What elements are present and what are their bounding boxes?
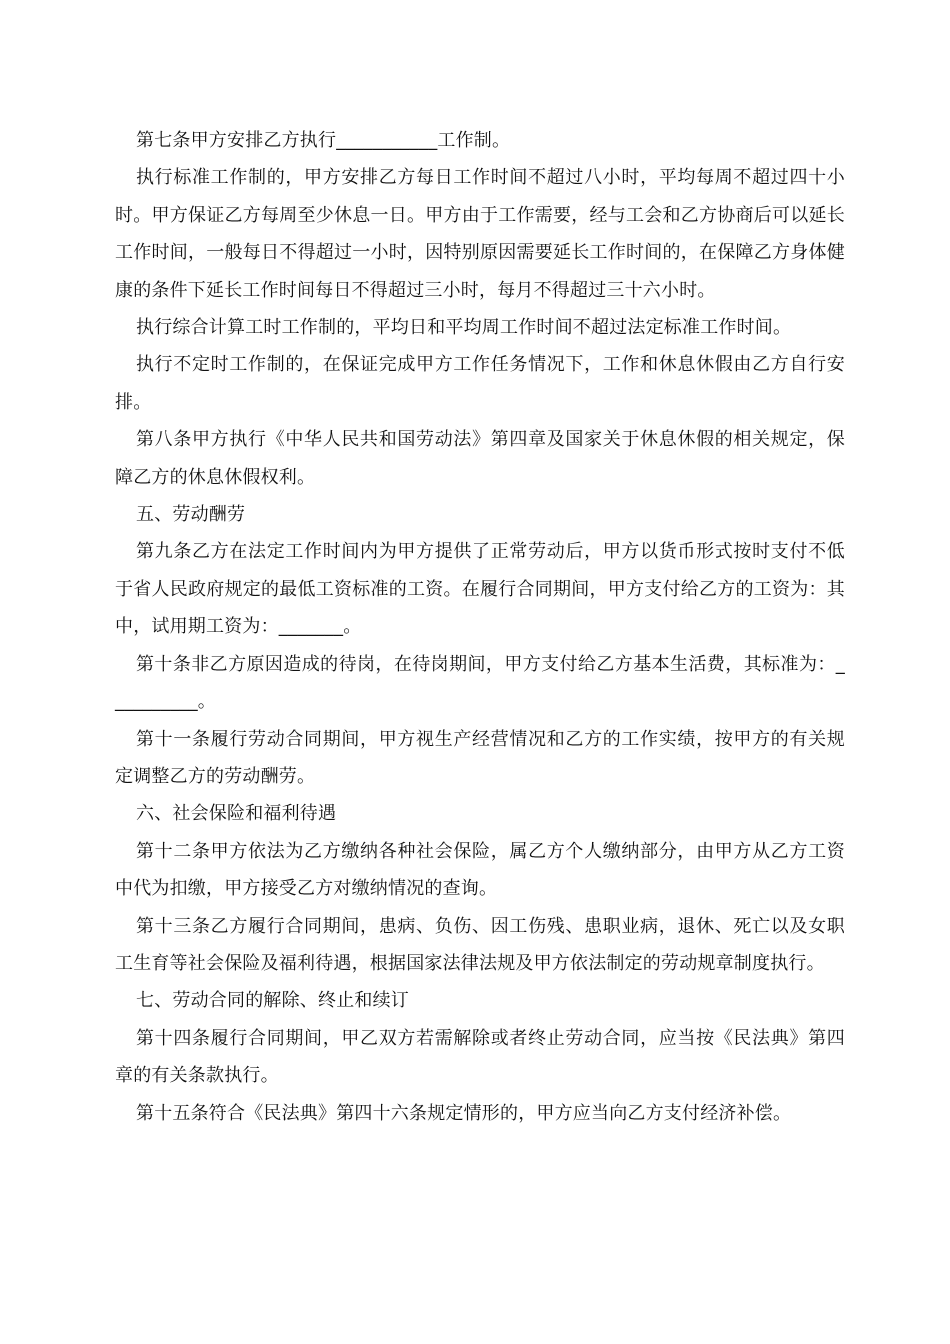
paragraph-article-7: 第七条甲方安排乙方执行___________工作制。	[136, 130, 511, 151]
paragraph-article-12: 第十二条甲方依法为乙方缴纳各种社会保险，属乙方个人缴纳部分，由甲方从乙方工资中代为扣缴，甲方接受乙方对缴纳情况的查询。	[115, 840, 845, 900]
paragraph-article-10: 第十条非乙方原因造成的待岗，在待岗期间，甲方支付给乙方基本生活费，其标准为：__________。	[115, 653, 845, 713]
document-body	[115, 122, 845, 1132]
section-heading-social-insurance: 六、社会保险和福利待遇	[136, 803, 337, 825]
paragraph-article-8: 第八条甲方执行《中华人民共和国劳动法》第四章及国家关于休息休假的相关规定，保障乙方的休息休假权利。	[115, 429, 845, 488]
paragraph-article-9: 第九条乙方在法定工作时间内为甲方提供了正常劳动后，甲方以货币形式按时支付不低于省人民政府规定的最低工资标准的工资。在履行合同期间，甲方支付给乙方的工资为：其中，试用期工资为：_______。	[115, 541, 845, 638]
paragraph-standard-work-hours: 执行标准工作制的，甲方安排乙方每日工作时间不超过八小时，平均每周不超过四十小时。甲方保证乙方每周至少休息一日。甲方由于工作需要，经与工会和乙方协商后可以延长工作时间，一般每日不得超过一小时，因特别原因需要延长工作时间的，在保障乙方身体健康的条件下延长工作时间每日不得超过三小时，每月不得超过三十六小时。	[115, 167, 845, 301]
section-heading-remuneration: 五、劳动酬劳	[136, 504, 246, 526]
paragraph-flexible-hours: 执行不定时工作制的，在保证完成甲方工作任务情况下，工作和休息休假由乙方自行安排。	[115, 354, 845, 413]
paragraph-article-13: 第十三条乙方履行合同期间，患病、负伤、因工伤残、患职业病，退休、死亡以及女职工生育等社会保险及福利待遇，根据国家法律法规及甲方依法制定的劳动规章制度执行。	[115, 915, 845, 974]
paragraph-article-15: 第十五条符合《民法典》第四十六条规定情形的，甲方应当向乙方支付经济补偿。	[136, 1102, 792, 1124]
paragraph-article-11: 第十一条履行劳动合同期间，甲方视生产经营情况和乙方的工作实绩，按甲方的有关规定调整乙方的劳动酬劳。	[115, 728, 845, 787]
paragraph-article-14: 第十四条履行合同期间，甲乙双方若需解除或者终止劳动合同，应当按《民法典》第四章的有关条款执行。	[115, 1027, 845, 1087]
paragraph-comprehensive-hours: 执行综合计算工时工作制的，平均日和平均周工作时间不超过法定标准工作时间。	[136, 317, 792, 339]
section-heading-termination: 七、劳动合同的解除、终止和续订	[136, 990, 409, 1012]
